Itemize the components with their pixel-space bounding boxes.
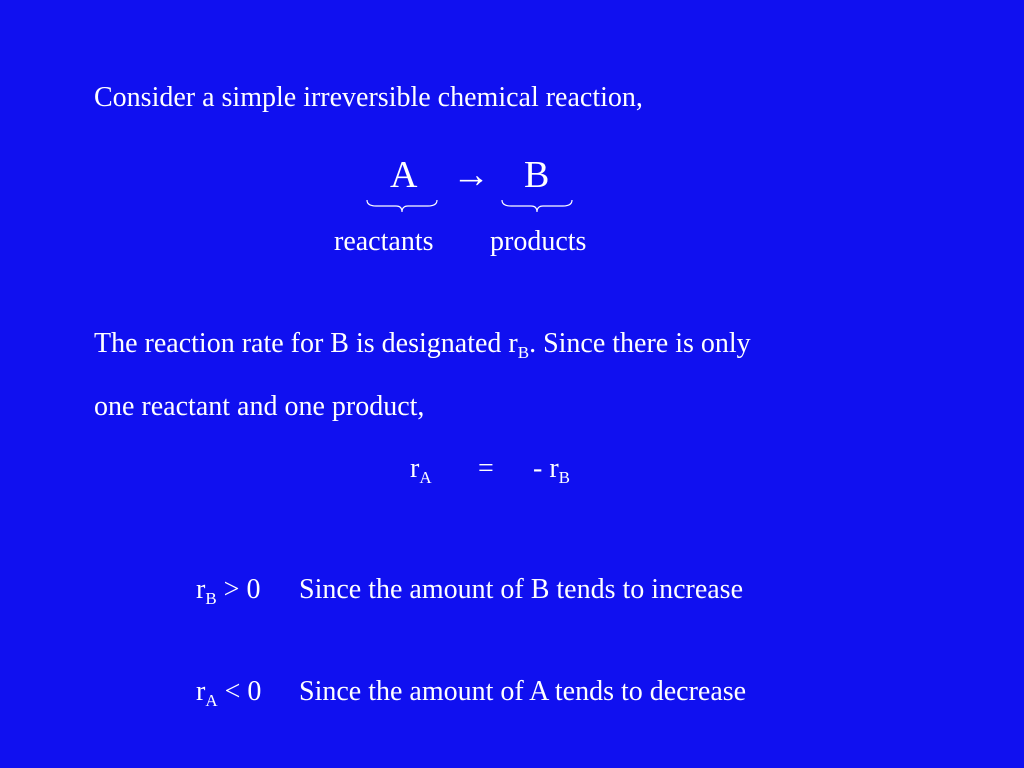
condition-a-text: Since the amount of A tends to decrease (299, 676, 747, 707)
condition-b-expression (196, 574, 261, 608)
rate-text-part1: The reaction rate for B is designated r (94, 328, 518, 359)
condition-a-inequality: < 0 (224, 676, 262, 707)
product-symbol: B (524, 154, 550, 196)
rate-description-line1 (94, 328, 751, 362)
condition-b-text: Since the amount of B tends to increase (299, 574, 743, 605)
relation-lhs-sub: A (419, 468, 432, 487)
product-underbrace (501, 198, 573, 214)
reactant-underbrace (366, 198, 438, 214)
rate-description-line2: one reactant and one product, (94, 391, 425, 422)
condition-a-expression (196, 676, 262, 710)
products-label: products (490, 226, 587, 257)
condition-b-sub: B (205, 589, 217, 608)
relation-rhs (533, 453, 570, 487)
rate-text-part2: . Since there is only (529, 328, 751, 359)
intro-text: Consider a simple irreversible chemical reaction, (94, 82, 643, 113)
relation-rhs-base: - r (533, 453, 559, 484)
relation-lhs (410, 453, 432, 487)
relation-equals: = (478, 453, 494, 484)
reaction-arrow-icon: → (452, 154, 490, 196)
relation-rhs-sub: B (558, 468, 570, 487)
relation-lhs-base: r (410, 453, 420, 484)
condition-a-base: r (196, 676, 206, 707)
rate-text-subscript: B (517, 343, 530, 362)
reactants-label: reactants (334, 226, 434, 257)
condition-a-sub: A (205, 691, 218, 710)
reactant-symbol: A (390, 154, 418, 196)
condition-b-inequality: > 0 (223, 574, 261, 605)
condition-b-base: r (196, 574, 206, 605)
